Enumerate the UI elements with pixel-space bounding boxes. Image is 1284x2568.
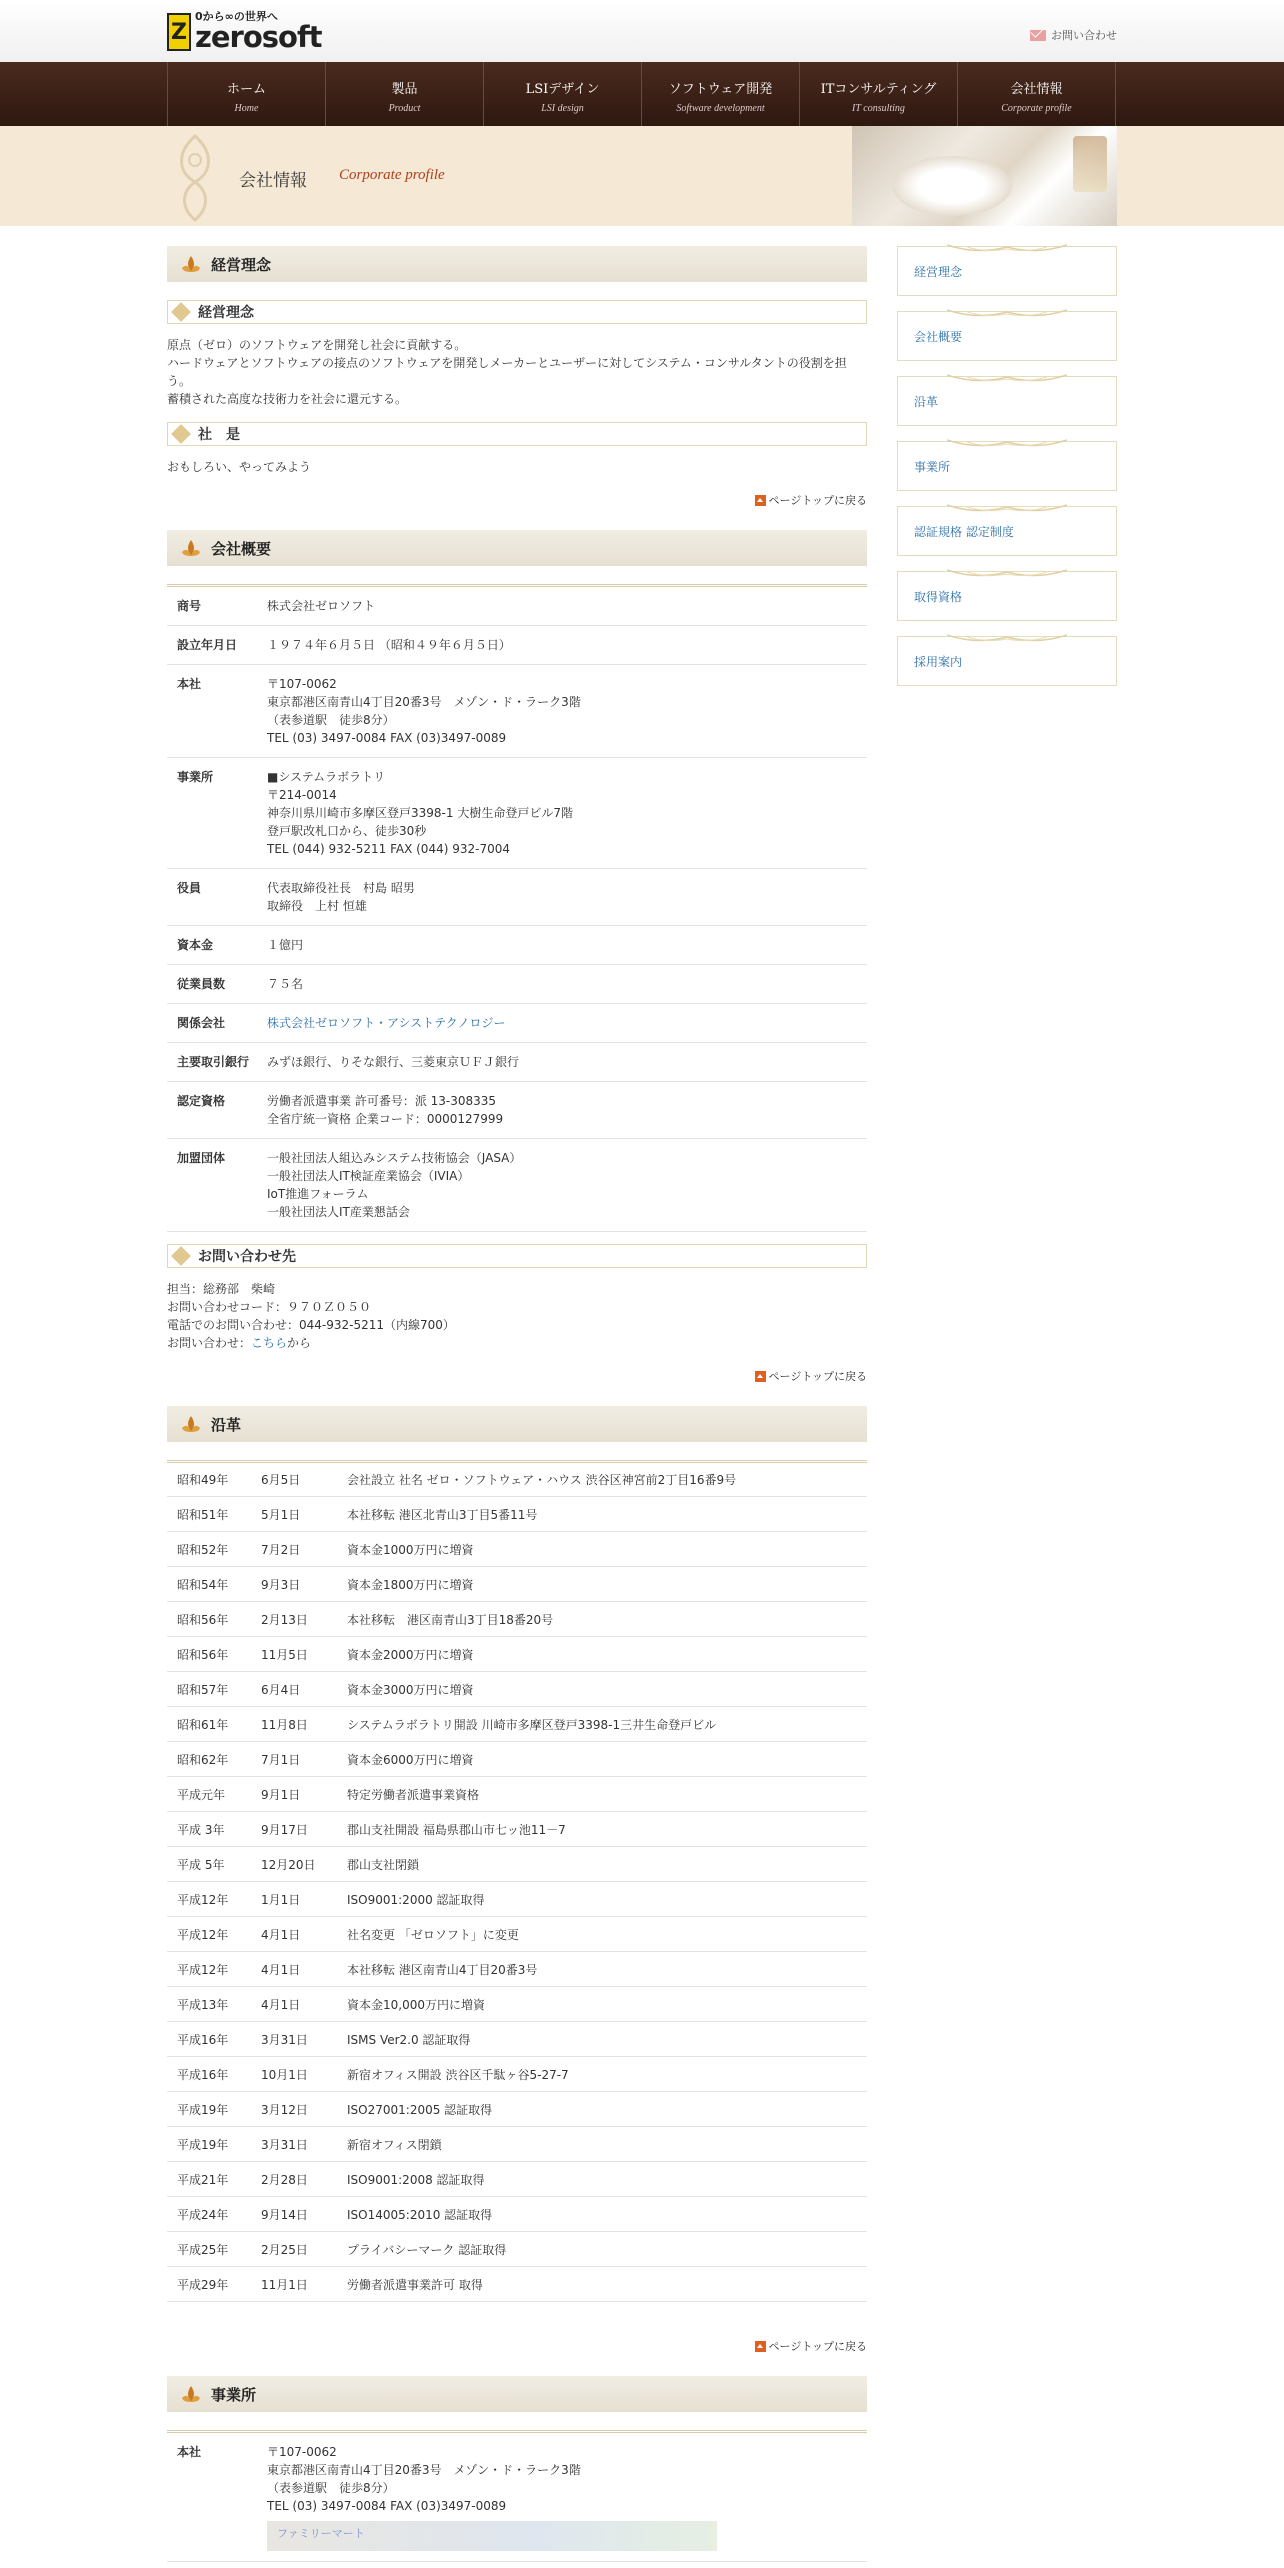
history-era: 平成 5年 <box>167 1847 251 1882</box>
pagetop-link[interactable] <box>167 1368 867 1384</box>
table-row <box>167 1882 867 1917</box>
row-line: ７５名 <box>267 977 304 991</box>
table-row <box>167 1707 867 1742</box>
row-value <box>267 1139 867 1232</box>
inquiry-line: 担当：総務部 柴崎 <box>167 1282 276 1296</box>
nav-label: 製品 <box>391 82 418 97</box>
nav-label: ホーム <box>226 82 266 97</box>
table-row <box>167 2197 867 2232</box>
map-label: ファミリーマート <box>277 2527 365 2540</box>
table-row <box>167 1497 867 1532</box>
sidebar-item[interactable] <box>897 636 1117 686</box>
nav-item-corporate[interactable] <box>958 62 1116 126</box>
leaf-icon <box>177 530 205 566</box>
arrow-up-icon <box>755 2341 766 2352</box>
history-event: 本社移転 港区南青山3丁目18番20号 <box>337 1602 867 1637</box>
row-line: 一般社団法人組込みシステム技術協会（JASA） <box>267 1151 522 1165</box>
history-date: 10月1日 <box>251 2057 337 2092</box>
history-event: 資本金3000万円に増資 <box>337 1672 867 1707</box>
history-date: 5月1日 <box>251 1497 337 1532</box>
row-line: ■システムラボラトリ <box>267 770 386 784</box>
row-line: 〒107-0062 <box>267 677 337 691</box>
history-era: 昭和56年 <box>167 1637 251 1672</box>
history-event: ISMS Ver2.0 認証取得 <box>337 2022 867 2057</box>
row-line: １億円 <box>267 938 304 952</box>
history-event: 郡山支社開設 福島県郡山市七ッ池11－7 <box>337 1812 867 1847</box>
history-event: ISO14005:2010 認証取得 <box>337 2197 867 2232</box>
history-event: 本社移転 港区北青山3丁目5番11号 <box>337 1497 867 1532</box>
history-era: 昭和57年 <box>167 1672 251 1707</box>
history-date: 3月31日 <box>251 2127 337 2162</box>
row-label: 認定資格 <box>167 1082 267 1139</box>
history-era: 平成21年 <box>167 2162 251 2197</box>
history-date: 11月1日 <box>251 2267 337 2302</box>
row-label: 本社 <box>167 2432 267 2562</box>
page-title-en: Corporate profile <box>339 167 445 183</box>
history-date: 2月13日 <box>251 1602 337 1637</box>
site-header <box>0 0 1284 62</box>
history-event: 新宿オフィス閉鎖 <box>337 2127 867 2162</box>
history-event: ISO9001:2008 認証取得 <box>337 2162 867 2197</box>
nav-label: ITコンサルティング <box>820 82 937 97</box>
table-row <box>167 626 867 665</box>
history-era: 昭和49年 <box>167 1462 251 1497</box>
table-row <box>167 1602 867 1637</box>
history-date: 9月14日 <box>251 2197 337 2232</box>
row-label: 本社 <box>167 665 267 758</box>
history-era: 昭和51年 <box>167 1497 251 1532</box>
row-line: 株式会社ゼロソフト <box>267 599 376 613</box>
history-date: 3月12日 <box>251 2092 337 2127</box>
nav-label: ソフトウェア開発 <box>668 82 773 97</box>
logo[interactable] <box>167 10 322 54</box>
pagetop-label: ページトップに戻る <box>768 494 867 507</box>
table-row <box>167 1462 867 1497</box>
arrow-up-icon <box>755 1371 766 1382</box>
table-row <box>167 1532 867 1567</box>
history-date: 7月2日 <box>251 1532 337 1567</box>
row-line: １９７４年６月５日 （昭和４９年６月５日） <box>267 638 511 652</box>
history-date: 4月1日 <box>251 1987 337 2022</box>
sidebar-item[interactable] <box>897 571 1117 621</box>
history-date: 2月25日 <box>251 2232 337 2267</box>
row-line: 代表取締役社長 村島 昭男 <box>267 881 415 895</box>
inquiry-prefix: お問い合わせ： <box>167 1336 252 1350</box>
title-photo <box>852 126 1117 226</box>
ornament-icon <box>167 132 223 224</box>
sidebar-item-label: 沿革 <box>914 394 939 409</box>
row-line: 一般社団法人IT検証産業協会（IVIA） <box>267 1169 470 1183</box>
subheading-inquiry <box>167 1244 867 1268</box>
flourish-icon <box>947 633 1067 645</box>
history-date: 9月17日 <box>251 1812 337 1847</box>
pagetop-link[interactable] <box>167 2338 867 2354</box>
office-map[interactable] <box>267 2521 717 2551</box>
history-era: 平成19年 <box>167 2092 251 2127</box>
nav-sublabel: Software development <box>676 103 765 114</box>
history-era: 平成12年 <box>167 1952 251 1987</box>
table-row <box>167 2232 867 2267</box>
table-row <box>167 2162 867 2197</box>
office-line: （表参道駅 徒歩8分） <box>267 2481 395 2495</box>
table-row <box>167 1742 867 1777</box>
history-date: 7月1日 <box>251 1742 337 1777</box>
history-event: 資本金6000万円に増資 <box>337 1742 867 1777</box>
history-date: 6月4日 <box>251 1672 337 1707</box>
row-value <box>267 758 867 869</box>
row-line: 一般社団法人IT産業懇話会 <box>267 1205 410 1219</box>
section-heading-overview <box>167 530 867 566</box>
row-label: 資本金 <box>167 926 267 965</box>
sidebar-item-label: 取得資格 <box>914 589 963 604</box>
history-era: 平成24年 <box>167 2197 251 2232</box>
offices-table <box>167 2430 867 2562</box>
history-era: 平成 3年 <box>167 1812 251 1847</box>
history-date: 6月5日 <box>251 1462 337 1497</box>
sidebar-item[interactable] <box>897 311 1117 361</box>
diamond-icon <box>171 1246 191 1266</box>
table-row <box>167 1082 867 1139</box>
table-row <box>167 2267 867 2302</box>
row-label: 商号 <box>167 586 267 626</box>
leaf-icon <box>177 246 205 282</box>
sidebar-item-label: 事業所 <box>914 459 951 474</box>
row-value <box>267 965 867 1004</box>
row-line: 登戸駅改札口から、徒歩30秒 <box>267 824 427 838</box>
nav-item-product[interactable] <box>326 62 484 126</box>
logo-tagline: 0から∞の世界へ <box>195 10 278 23</box>
table-row <box>167 1777 867 1812</box>
sidebar <box>897 246 1117 701</box>
office-line: 東京都港区南青山4丁目20番3号 メゾン・ド・ラーク3階 <box>267 2463 581 2477</box>
flourish-icon <box>947 373 1067 385</box>
related-company-link[interactable]: 株式会社ゼロソフト・アシストテクノロジー <box>267 1016 506 1030</box>
row-line: （表参道駅 徒歩8分） <box>267 713 395 727</box>
history-era: 昭和61年 <box>167 1707 251 1742</box>
sidebar-item-label: 採用案内 <box>914 654 963 669</box>
row-label: 役員 <box>167 869 267 926</box>
nav-label: LSIデザイン <box>525 82 600 97</box>
row-line: TEL (044) 932-5211 FAX (044) 932-7004 <box>267 842 510 856</box>
history-event: 社名変更 「ゼロソフト」に変更 <box>337 1917 867 1952</box>
subheading-text: 社 是 <box>198 427 240 443</box>
logo-name: zerosoft <box>195 20 322 54</box>
table-row <box>167 869 867 926</box>
history-era: 平成13年 <box>167 1987 251 2022</box>
inquiry-link[interactable]: こちら <box>251 1336 288 1350</box>
history-event: 新宿オフィス開設 渋谷区千駄ヶ谷5-27-7 <box>337 2057 867 2092</box>
office-line: TEL (03) 3497-0084 FAX (03)3497-0089 <box>267 2499 507 2513</box>
inquiry-suffix: から <box>287 1336 312 1350</box>
history-date: 12月20日 <box>251 1847 337 1882</box>
history-date: 4月1日 <box>251 1917 337 1952</box>
sidebar-item[interactable] <box>897 506 1117 556</box>
sidebar-item-label: 経営理念 <box>914 264 963 279</box>
table-row <box>167 2432 867 2562</box>
section-title: 沿革 <box>211 1415 242 1434</box>
row-label: 主要取引銀行 <box>167 1043 267 1082</box>
history-era: 平成12年 <box>167 1882 251 1917</box>
row-value <box>267 665 867 758</box>
history-era: 平成16年 <box>167 2022 251 2057</box>
nav-item-software[interactable] <box>642 62 800 126</box>
row-line: 取締役 上村 恒雄 <box>267 899 367 913</box>
table-row <box>167 2092 867 2127</box>
inquiry-line <box>167 1334 867 1352</box>
table-row <box>167 758 867 869</box>
philosophy-text <box>167 336 867 408</box>
nav-sublabel: IT consulting <box>852 103 905 114</box>
history-event: 郡山支社閉鎖 <box>337 1847 867 1882</box>
sidebar-item[interactable] <box>897 441 1117 491</box>
contact-link[interactable] <box>1030 27 1117 43</box>
history-table <box>167 1460 867 2302</box>
philosophy-line: 原点（ゼロ）のソフトウェアを開発し社会に貢献する。 <box>167 338 467 352</box>
history-date: 2月28日 <box>251 2162 337 2197</box>
history-event: 資本金1800万円に増資 <box>337 1567 867 1602</box>
sidebar-item[interactable] <box>897 376 1117 426</box>
global-nav <box>0 62 1284 126</box>
table-row <box>167 1987 867 2022</box>
flourish-icon <box>947 243 1067 255</box>
history-era: 平成29年 <box>167 2267 251 2302</box>
row-line: 神奈川県川崎市多摩区登戸3398-1 大樹生命登戸ビル7階 <box>267 806 573 820</box>
flourish-icon <box>947 308 1067 320</box>
nav-sublabel: Corporate profile <box>1001 103 1072 114</box>
history-event: 資本金2000万円に増資 <box>337 1637 867 1672</box>
history-era: 平成19年 <box>167 2127 251 2162</box>
table-row <box>167 1043 867 1082</box>
logo-mark: Z <box>167 13 191 51</box>
section-title: 会社概要 <box>211 539 272 558</box>
mail-icon <box>1030 30 1046 41</box>
table-row <box>167 2057 867 2092</box>
nav-item-lsi[interactable] <box>484 62 642 126</box>
section-heading-history <box>167 1406 867 1442</box>
history-date: 3月31日 <box>251 2022 337 2057</box>
table-row <box>167 1672 867 1707</box>
row-label: 関係会社 <box>167 1004 267 1043</box>
sidebar-item-label: 会社概要 <box>914 329 963 344</box>
history-era: 昭和54年 <box>167 1567 251 1602</box>
contact-label: お問い合わせ <box>1051 29 1117 42</box>
subheading-motto <box>167 422 867 446</box>
philosophy-line: 蓄積された高度な技術力を社会に還元する。 <box>167 392 408 406</box>
history-event: 特定労働者派遣事業資格 <box>337 1777 867 1812</box>
table-row <box>167 965 867 1004</box>
inquiry-text <box>167 1280 867 1352</box>
row-line: みずほ銀行、りそな銀行、三菱東京ＵＦＪ銀行 <box>267 1055 520 1069</box>
nav-sublabel: Product <box>388 103 421 114</box>
table-row <box>167 1139 867 1232</box>
table-row <box>167 926 867 965</box>
nav-sublabel: LSI design <box>541 103 584 114</box>
history-date: 9月3日 <box>251 1567 337 1602</box>
history-date: 9月1日 <box>251 1777 337 1812</box>
history-date: 11月8日 <box>251 1707 337 1742</box>
row-line: 全省庁統一資格 企業コード：0000127999 <box>267 1112 504 1126</box>
office-line: 〒107-0062 <box>267 2445 337 2459</box>
flourish-icon <box>947 503 1067 515</box>
row-line: 労働者派遣事業 許可番号：派 13-308335 <box>267 1094 497 1108</box>
row-label: 設立年月日 <box>167 626 267 665</box>
table-row <box>167 2127 867 2162</box>
history-event: 労働者派遣事業許可 取得 <box>337 2267 867 2302</box>
row-value <box>267 1082 867 1139</box>
row-line: 東京都港区南青山4丁目20番3号 メゾン・ド・ラーク3階 <box>267 695 581 709</box>
section-title: 経営理念 <box>211 255 272 274</box>
sidebar-item[interactable] <box>897 246 1117 296</box>
history-date: 11月5日 <box>251 1637 337 1672</box>
row-value <box>267 926 867 965</box>
leaf-icon <box>177 2376 205 2412</box>
history-era: 昭和56年 <box>167 1602 251 1637</box>
history-era: 昭和62年 <box>167 1742 251 1777</box>
table-row <box>167 1952 867 1987</box>
main-content <box>167 246 867 2568</box>
arrow-up-icon <box>755 495 766 506</box>
table-row <box>167 1812 867 1847</box>
title-band <box>0 126 1284 226</box>
sidebar-item-label: 認証規格 認定制度 <box>914 524 1014 539</box>
section-heading-philosophy <box>167 246 867 282</box>
row-line: TEL (03) 3497-0084 FAX (03)3497-0089 <box>267 731 507 745</box>
philosophy-line: ハードウェアとソフトウェアの接点のソフトウェアを開発しメーカーとユーザーに対してシステム・コンサルタントの役割を担う。 <box>167 356 847 388</box>
overview-table <box>167 584 867 1232</box>
history-event: システムラボラトリ開設 川崎市多摩区登戸3398-1三井生命登戸ビル <box>337 1707 867 1742</box>
diamond-icon <box>171 424 191 444</box>
history-date: 1月1日 <box>251 1882 337 1917</box>
row-line: 〒214-0014 <box>267 788 337 802</box>
leaf-icon <box>177 1406 205 1442</box>
subheading-text: お問い合わせ先 <box>198 1249 296 1265</box>
row-label: 加盟団体 <box>167 1139 267 1232</box>
diamond-icon <box>171 302 191 322</box>
nav-sublabel: Home <box>234 103 259 114</box>
history-era: 平成25年 <box>167 2232 251 2267</box>
section-heading-offices <box>167 2376 867 2412</box>
page-title: 会社情報 <box>239 171 307 191</box>
nav-label: 会社情報 <box>1010 82 1063 97</box>
nav-item-consulting[interactable] <box>800 62 958 126</box>
row-value <box>267 1043 867 1082</box>
flourish-icon <box>947 568 1067 580</box>
row-value <box>267 586 867 626</box>
history-event: 本社移転 港区南青山4丁目20番3号 <box>337 1952 867 1987</box>
history-event: 資本金10,000万円に増資 <box>337 1987 867 2022</box>
history-era: 平成12年 <box>167 1917 251 1952</box>
subheading-text: 経営理念 <box>198 305 254 321</box>
pagetop-label: ページトップに戻る <box>768 2340 867 2353</box>
pagetop-label: ページトップに戻る <box>768 1370 867 1383</box>
row-value <box>267 1004 867 1043</box>
history-era: 平成16年 <box>167 2057 251 2092</box>
table-row <box>167 1567 867 1602</box>
history-event: ISO27001:2005 認証取得 <box>337 2092 867 2127</box>
table-row <box>167 1004 867 1043</box>
pagetop-link[interactable] <box>167 492 867 508</box>
inquiry-line: お問い合わせコード：９７０Ｚ０５０ <box>167 1300 372 1314</box>
flourish-icon <box>947 438 1067 450</box>
row-line: IoT推進フォーラム <box>267 1187 369 1201</box>
history-era: 昭和52年 <box>167 1532 251 1567</box>
history-event: 資本金1000万円に増資 <box>337 1532 867 1567</box>
history-date: 4月1日 <box>251 1952 337 1987</box>
table-row <box>167 2022 867 2057</box>
section-title: 事業所 <box>211 2385 257 2404</box>
table-row <box>167 665 867 758</box>
history-era: 平成元年 <box>167 1777 251 1812</box>
table-row <box>167 1637 867 1672</box>
row-value <box>267 2432 867 2562</box>
history-event: 会社設立 社名 ゼロ・ソフトウェア・ハウス 渋谷区神宮前2丁目16番9号 <box>337 1462 867 1497</box>
row-value <box>267 869 867 926</box>
history-event: ISO9001:2000 認証取得 <box>337 1882 867 1917</box>
table-row <box>167 1917 867 1952</box>
inquiry-line: 電話でのお問い合わせ：044-932-5211（内線700） <box>167 1318 455 1332</box>
subheading-philosophy <box>167 300 867 324</box>
row-label: 従業員数 <box>167 965 267 1004</box>
motto-text: おもしろい、やってみよう <box>167 460 312 474</box>
table-row <box>167 1847 867 1882</box>
row-value <box>267 626 867 665</box>
history-event: プライバシーマーク 認証取得 <box>337 2232 867 2267</box>
row-label: 事業所 <box>167 758 267 869</box>
nav-item-home[interactable] <box>168 62 326 126</box>
table-row <box>167 586 867 626</box>
